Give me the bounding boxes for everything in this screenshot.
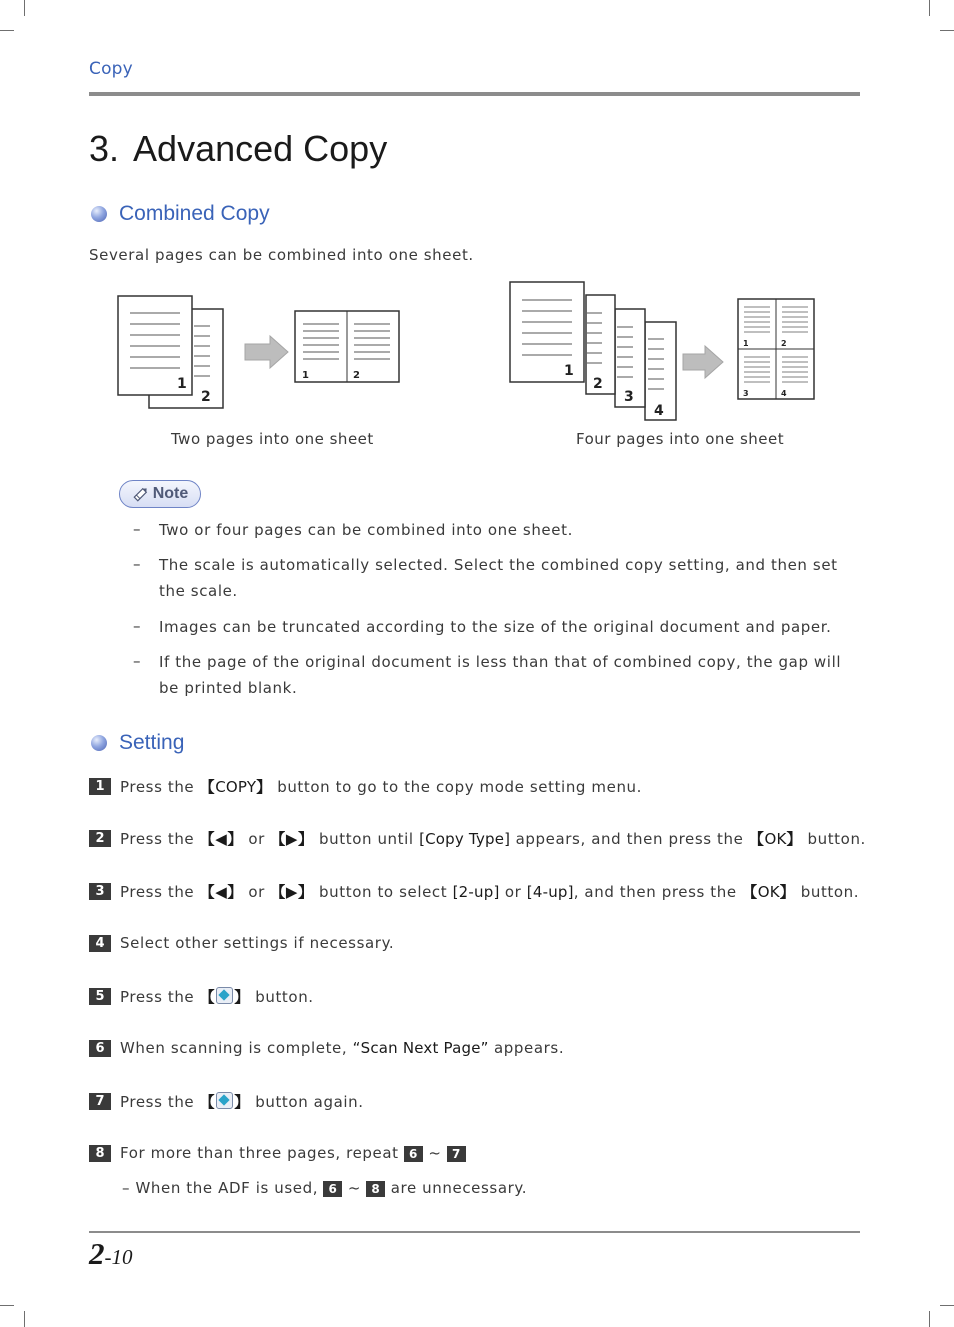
step-text: Press the 【◀】 or 【▶】 button to select [2-up] or [4-up], and then press the 【OK】 button.	[120, 883, 860, 901]
step-text: When scanning is complete, “Scan Next Page” appears.	[120, 1039, 565, 1057]
page-number-label: 4	[781, 389, 787, 398]
page-number-label: 1	[302, 370, 309, 381]
page-number-label: 2	[593, 376, 603, 392]
step-text: Press the 【 】 button again.	[120, 1093, 364, 1111]
step-text: For more than three pages, repeat 6 ~ 7	[120, 1144, 466, 1162]
section-combined-copy	[91, 200, 270, 228]
menu-keyword: [2-up]	[452, 883, 500, 901]
footer-rule	[89, 1231, 860, 1233]
crop-mark	[0, 30, 14, 31]
crop-mark	[929, 0, 930, 16]
crop-mark	[940, 30, 954, 31]
menu-keyword: [Copy Type]	[419, 830, 511, 848]
step-3	[89, 881, 859, 902]
step-ref: 6	[323, 1181, 342, 1197]
step-ref: 8	[366, 1181, 385, 1197]
menu-keyword: [4-up]	[526, 883, 574, 901]
step-ref: 7	[447, 1146, 466, 1162]
title-number: 3.	[89, 128, 120, 169]
left-arrow-icon: ◀	[215, 830, 228, 848]
figure-caption-four: Four pages into one sheet	[576, 430, 785, 448]
page-title	[89, 128, 387, 170]
page-number-label: 1	[177, 376, 187, 392]
start-button-icon	[216, 1092, 233, 1109]
step-8	[89, 1144, 466, 1162]
step-text: Press the 【COPY】 button to go to the copy mode setting menu.	[120, 778, 643, 796]
note-dash: –	[133, 652, 141, 670]
page-number-label: 3	[743, 389, 749, 398]
crop-mark	[940, 1305, 954, 1306]
crop-mark	[929, 1311, 930, 1327]
step-ref: 6	[404, 1146, 423, 1162]
note-item: Two or four pages can be combined into one sheet.	[159, 521, 573, 539]
crop-mark	[0, 1305, 14, 1306]
step-7	[89, 1091, 364, 1112]
header-section-label: Copy	[89, 59, 133, 79]
page-number-label: 2	[781, 339, 787, 348]
note-item: The scale is automatically selected. Select the combined copy setting, and then set the scale.	[159, 556, 838, 600]
arrow-right-icon	[245, 336, 288, 368]
start-button-icon	[216, 987, 233, 1004]
page-number: 2-10	[89, 1236, 133, 1271]
combined-copy-intro: Several pages can be combined into one sheet.	[89, 246, 474, 264]
combined-sheet-four	[738, 299, 814, 399]
page-number-label: 2	[353, 370, 360, 381]
step-number: 5	[89, 988, 111, 1005]
two-pages-figure	[110, 288, 410, 418]
header-rule	[89, 92, 860, 96]
pencil-icon	[132, 485, 150, 503]
step-number: 3	[89, 883, 111, 900]
title-text: Advanced Copy	[133, 128, 388, 169]
note-item: Images can be truncated according to the size of the original document and paper.	[159, 618, 832, 636]
step-number: 1	[89, 778, 111, 795]
right-arrow-icon: ▶	[285, 883, 299, 901]
note-item: If the page of the original document is less than that of combined copy, the gap will be printed blank.	[159, 653, 842, 697]
crop-mark	[24, 0, 25, 16]
four-pages-figure	[502, 275, 822, 425]
step-number: 7	[89, 1093, 111, 1110]
right-arrow-icon: ▶	[285, 830, 299, 848]
step-4	[89, 934, 394, 952]
note-badge	[119, 480, 201, 508]
note-label: Note	[152, 485, 189, 502]
bullet-icon	[91, 735, 107, 751]
note-dash: –	[133, 617, 141, 635]
note-dash: –	[133, 555, 141, 573]
note-dash: –	[133, 520, 141, 538]
page-number-label: 1	[743, 339, 749, 348]
step-number: 4	[89, 935, 111, 952]
key-label: COPY	[215, 778, 257, 796]
page-number-label: 2	[201, 389, 211, 405]
section-setting	[91, 729, 184, 757]
step-2	[89, 828, 866, 849]
message-keyword: “Scan Next Page”	[352, 1039, 489, 1057]
page-number-label: 1	[564, 363, 574, 379]
step-text: Press the 【 】 button.	[120, 988, 314, 1006]
step-number: 8	[89, 1145, 111, 1162]
crop-mark	[24, 1311, 25, 1327]
page-number-label: 3	[624, 389, 634, 405]
left-arrow-icon: ◀	[215, 883, 228, 901]
figure-caption-two: Two pages into one sheet	[171, 430, 374, 448]
key-label: OK	[757, 883, 780, 901]
combined-sheet	[295, 311, 399, 382]
step-5	[89, 986, 314, 1007]
step-6	[89, 1039, 564, 1057]
key-label: OK	[764, 830, 787, 848]
step-1	[89, 776, 642, 797]
step-number: 6	[89, 1040, 111, 1057]
arrow-right-icon	[683, 346, 723, 378]
section-heading: Setting	[119, 731, 185, 754]
section-heading: Combined Copy	[119, 202, 270, 225]
bullet-icon	[91, 206, 107, 222]
step-number: 2	[89, 830, 111, 847]
adf-sub-note: – When the ADF is used, 6 ~ 8 are unnecessary.	[122, 1179, 528, 1197]
step-text: Select other settings if necessary.	[120, 934, 395, 952]
step-text: Press the 【◀】 or 【▶】 button until [Copy Type] appears, and then press the 【OK】 button.	[120, 830, 866, 848]
page-number-label: 4	[654, 403, 664, 419]
